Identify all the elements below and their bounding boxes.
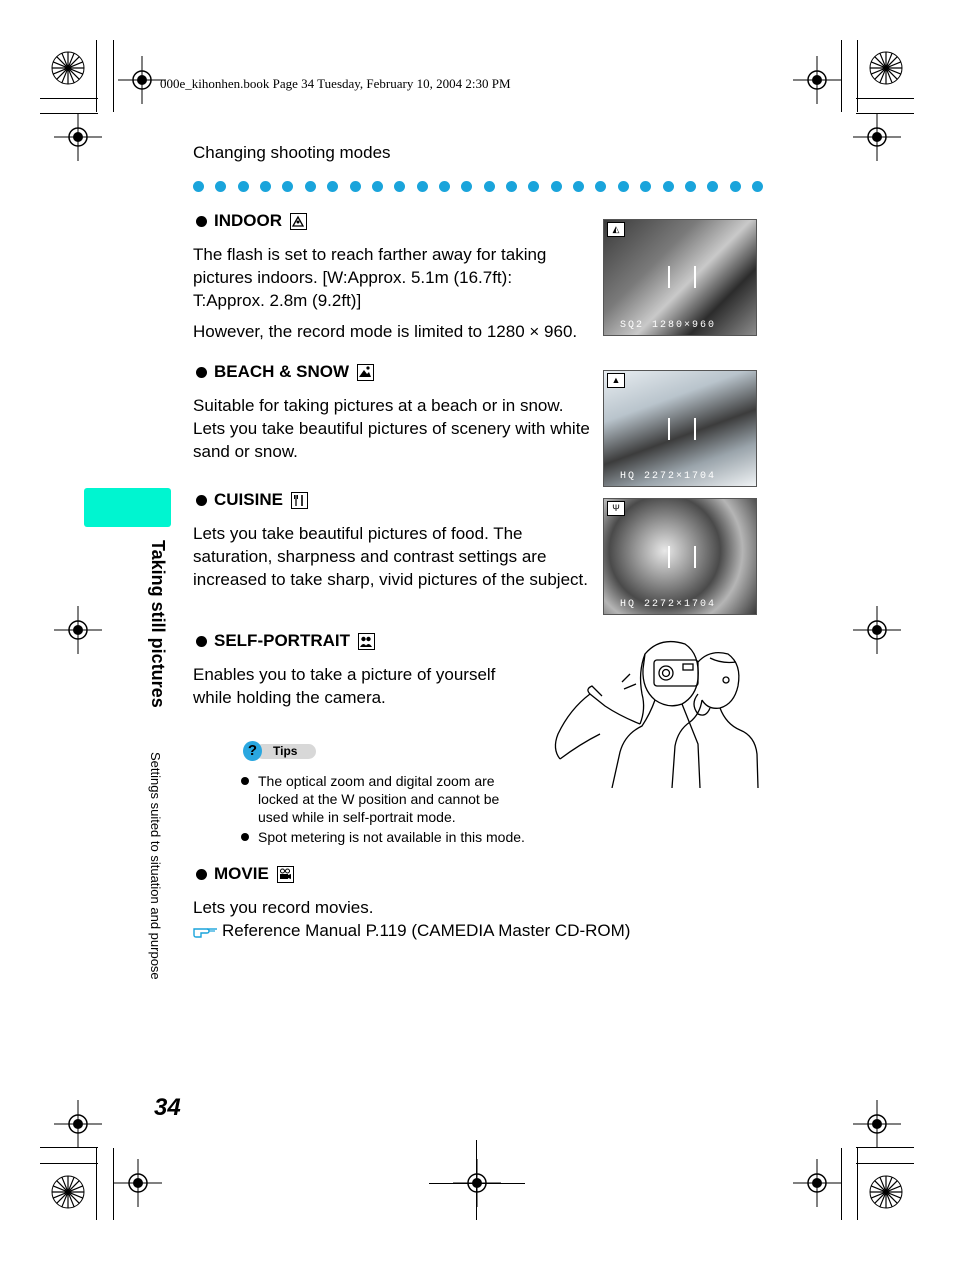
divider-dot <box>193 181 204 192</box>
divider-dot <box>215 181 226 192</box>
chapter-subtitle: Settings suited to situation and purpose <box>148 752 163 980</box>
movie-icon <box>277 866 294 883</box>
divider-dot <box>618 181 629 192</box>
cuisine-description: Lets you take beautiful pictures of food. The saturation, sharpness and contrast settings are increased to take sharp, vivid pictures of the subject. <box>193 524 588 589</box>
reference-link[interactable]: Reference Manual P.119 (CAMEDIA Master CD-ROM) <box>222 921 631 940</box>
beach-snow-sample-photo <box>603 370 757 487</box>
tips-badge <box>243 741 316 761</box>
divider-dot <box>484 181 495 192</box>
divider-dot <box>439 181 450 192</box>
chapter-title: Taking still pictures <box>148 540 168 708</box>
divider-dot <box>506 181 517 192</box>
indoor-screen-icon: ◭ <box>607 222 625 237</box>
bullet-icon <box>196 367 207 378</box>
divider-dot <box>417 181 428 192</box>
movie-heading <box>196 864 294 884</box>
divider-dot <box>640 181 651 192</box>
section-title: Changing shooting modes <box>193 143 391 162</box>
beach-snow-description: Suitable for taking pictures at a beach or in snow. Lets you take beautiful pictures of scenery with white sand or snow. <box>193 396 590 461</box>
registration-mark-icon <box>793 56 841 104</box>
divider-dot <box>663 181 674 192</box>
pointing-hand-icon <box>193 923 221 939</box>
divider-dot <box>260 181 271 192</box>
chapter-tab <box>84 488 171 527</box>
indoor-note: However, the record mode is limited to 1280 × 960. <box>193 322 578 341</box>
beach-snow-heading-label: BEACH & SNOW <box>214 362 350 381</box>
starburst-target-icon <box>869 1175 903 1209</box>
registration-mark-icon <box>54 1100 102 1148</box>
self-portrait-description: Enables you to take a picture of yourself while holding the camera. <box>193 665 496 707</box>
indoor-description: The flash is set to reach farther away for taking pictures indoors. [W:Approx. 5.1m (16.7ft): T:Approx. 2.8m (9.2ft)] <box>193 245 547 310</box>
af-target-icon <box>668 418 696 440</box>
question-icon: ? <box>243 741 262 761</box>
divider-dot <box>752 181 763 192</box>
bullet-icon <box>196 495 207 506</box>
self-portrait-heading-label: SELF-PORTRAIT <box>214 631 350 650</box>
registration-mark-icon <box>853 606 901 654</box>
registration-mark-icon <box>793 1159 841 1207</box>
tips-list <box>240 772 560 848</box>
divider-dot <box>595 181 606 192</box>
divider-dot <box>461 181 472 192</box>
self-portrait-heading <box>196 631 375 651</box>
dotted-divider <box>193 181 763 193</box>
record-mode-readout: HQ 2272×1704 <box>620 471 717 482</box>
indoor-heading-label: INDOOR <box>214 211 282 230</box>
beach-snow-screen-icon: ▲ <box>607 373 625 388</box>
cuisine-icon <box>291 492 308 509</box>
movie-description: Lets you record movies. <box>193 898 374 917</box>
movie-reference[interactable] <box>193 919 693 942</box>
bullet-icon <box>196 636 207 647</box>
self-portrait-illustration <box>550 634 760 788</box>
bullet-icon <box>196 216 207 227</box>
divider-dot <box>551 181 562 192</box>
starburst-target-icon <box>51 51 85 85</box>
indoor-heading <box>196 211 307 231</box>
divider-dot <box>282 181 293 192</box>
indoor-icon <box>290 213 307 230</box>
registration-mark-icon <box>114 1159 162 1207</box>
divider-dot <box>685 181 696 192</box>
registration-mark-icon <box>118 56 166 104</box>
cuisine-heading-label: CUISINE <box>214 490 283 509</box>
divider-dot <box>350 181 361 192</box>
self-portrait-icon <box>358 633 375 650</box>
beach-snow-icon <box>357 364 374 381</box>
registration-mark-icon <box>853 113 901 161</box>
divider-dot <box>573 181 584 192</box>
divider-dot <box>327 181 338 192</box>
divider-dot <box>394 181 405 192</box>
divider-dot <box>238 181 249 192</box>
registration-mark-icon <box>853 1100 901 1148</box>
af-target-icon <box>668 546 696 568</box>
indoor-sample-photo <box>603 219 757 336</box>
page-number: 34 <box>154 1094 181 1121</box>
registration-mark-icon <box>54 606 102 654</box>
tips-label: Tips <box>255 744 316 759</box>
af-target-icon <box>668 266 696 288</box>
tip-item: The optical zoom and digital zoom are locked at the W position and cannot be used while in self-portrait mode. <box>240 772 528 826</box>
divider-dot <box>372 181 383 192</box>
starburst-target-icon <box>51 1175 85 1209</box>
divider-dot <box>305 181 316 192</box>
file-header: 000e_kihonhen.book Page 34 Tuesday, February 10, 2004 2:30 PM <box>160 76 511 91</box>
record-mode-readout: SQ2 1280×960 <box>620 320 717 331</box>
starburst-target-icon <box>869 51 903 85</box>
divider-dot <box>528 181 539 192</box>
bullet-icon <box>196 869 207 880</box>
movie-heading-label: MOVIE <box>214 864 269 883</box>
cuisine-screen-icon: Ψ <box>607 501 625 516</box>
registration-mark-icon <box>54 113 102 161</box>
cuisine-sample-photo <box>603 498 757 615</box>
tip-item: Spot metering is not available in this mode. <box>240 828 560 846</box>
cuisine-heading <box>196 490 308 510</box>
divider-dot <box>730 181 741 192</box>
record-mode-readout: HQ 2272×1704 <box>620 599 717 610</box>
divider-dot <box>707 181 718 192</box>
beach-snow-heading <box>196 362 374 382</box>
